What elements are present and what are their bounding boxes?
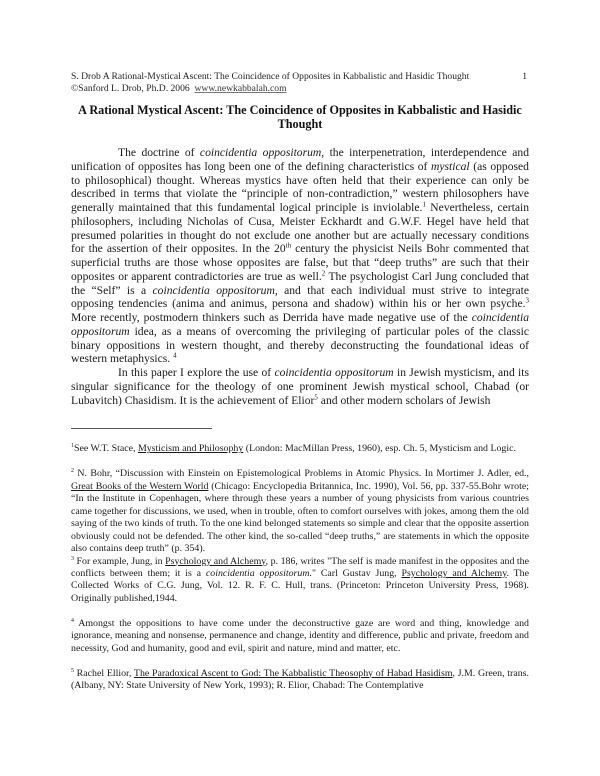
text-run: , and that each individual must strive to integrate opposing tendencies (anima and animus, persona and shadow) within his or her own psyche. <box>71 283 530 311</box>
italic-term: mystical <box>430 159 470 173</box>
page-header <box>71 71 529 94</box>
text-run: Amongst the oppositions to have come under the deconstructive gaze are word and thing, knowledge and ignorance, meaning and nonsense, permanence and change, identity and difference, public and private, freedom and necessity, God and humanity, good and evil, spirit and nature, mind and matter, etc. <box>71 617 529 654</box>
footnote-separator <box>71 428 212 429</box>
italic-term: coincidentia oppositorum <box>274 366 394 379</box>
footnote-number: 1 <box>71 443 74 450</box>
text-run: In this paper I explore the use of <box>118 366 275 379</box>
footnote-ref-1[interactable]: 1 <box>422 200 426 209</box>
footnote-number: 5 <box>71 667 74 674</box>
text-run: The doctrine of <box>118 146 200 159</box>
text-run: . The Collected Works of C.G. Jung, Vol. 12. R. F. C. Hull, trans. (Princeton: Princeton University Press, 1968). Originally published,1944. <box>71 567 529 604</box>
footnotes <box>71 431 529 692</box>
italic-term: coincidentia oppositorum <box>199 146 322 159</box>
footnote-4 <box>71 618 529 655</box>
text-run: Rachel Ellior, <box>73 667 134 679</box>
website-link[interactable]: www.newkabbalah.com <box>194 82 287 94</box>
footnote-number: 3 <box>71 555 74 562</box>
header-row-1 <box>71 71 529 83</box>
footnote-1 <box>71 443 529 455</box>
header-row-2 <box>71 83 529 95</box>
footnote-number: 4 <box>71 617 74 624</box>
text-run: century the physicist Neils Bohr commented that superficial truths are those whose opposites are false, but that “deep truths” are such that their opposites or apparent contradictories are true as well. <box>71 242 529 283</box>
book-title: Great Books of the Western World <box>71 480 209 492</box>
text-run: and other modern scholars of Jewish <box>317 393 491 407</box>
text-run: For example, Jung, in <box>73 555 166 567</box>
footnote-ref-5[interactable]: 5 <box>314 392 318 401</box>
text-run: Nevertheless, certain philosophers, including Nicholas of Cusa, Meister Eckhardt and G.W.F. Hegel have held that presumed polarities in thought do not exclude one another but are actually necessary conditions for the assertion of their opposites. In the 20 <box>71 201 529 256</box>
text-run: , p. 186, writes "The self is made manifest in the opposites and the conflicts between them; it is a <box>71 555 529 579</box>
text-run: " Carl Gustav Jung, <box>311 567 402 579</box>
book-title: Mysticism and Philosophy <box>137 443 244 455</box>
text-run: in Jewish mysticism, and its singular significance for the theology of one prominent Jewish mystical school, Chabad (or Lubavitch) Chasidism. It is the achievement of Elior <box>71 366 530 407</box>
text-run: idea, as a means of overcoming the privileging of particular poles of the classic binary oppositions in western thought, and thereby deconstructing the foundational ideas of western metaphysics. <box>71 324 529 366</box>
footnote-ref-3[interactable]: 3 <box>525 296 529 305</box>
text-run: (Chicago: Encyclopedia Britannica, Inc. 1990), Vol. 56, pp. 337-55.Bohr wrote; “In the Institute in Copenhagen, where through these years a number of young physicists from various countries came together for discussions, we used, when in trouble, often to comfort ourselves with jokes, among them the old saying of the two kinds of truth. To the one kind belonged statements so simple and clear that the opposite assertion obviously could not be defended. The other kind, the so-called “deep truths,” are statements in which the opposite also contains deep truth” (p. 354). <box>71 480 529 555</box>
book-title: Psychology and Alchemy <box>401 567 507 579</box>
text-run: More recently, postmodern thinkers such as Derrida have made negative use of the <box>71 311 472 324</box>
footnote-3 <box>71 556 529 606</box>
text-run: (London: MacMillan Press, 1960), esp. Ch. 5, Mysticism and Logic. <box>243 443 516 455</box>
body-text <box>71 146 529 407</box>
footnote-number: 2 <box>71 468 74 475</box>
italic-term: coincidentia oppositorum <box>152 283 275 297</box>
footnote-ref-4[interactable]: 4 <box>173 351 177 360</box>
text-run: (as opposed to philosophical) thought. Whereas mystics have often held that their experience can only be described in terms that violate the “principle of non-contradiction,” western philosophers have generally maintained that this fundamental logical principle is inviolable. <box>71 159 529 214</box>
running-title: S. Drob A Rational-Mystical Ascent: The Coincidence of Opposites in Kabbalistic and Hasidic Thought <box>71 71 470 82</box>
page-number: 1 <box>522 71 527 82</box>
italic-term: coincidentia oppositorum. <box>205 567 312 579</box>
text-run: N. Bohr, “Discussion with Einstein on Epistemological Problems in Atomic Physics. In Mortimer J. Adler, ed., <box>73 468 529 480</box>
footnote-2 <box>71 468 529 555</box>
paragraph-1 <box>71 146 529 366</box>
footnote-5 <box>71 668 529 693</box>
book-title: The Paradoxical Ascent to God: The Kabbalistic Theosophy of Habad Hasidism <box>133 667 453 679</box>
italic-term: coincidentia oppositorum <box>71 311 529 338</box>
text-run: See W.T. Stace, <box>73 443 138 455</box>
text-run: , the interpenetration, interdependence and unification of opposites has long been one of the defining characteristics of <box>71 146 529 173</box>
book-title: Psychology and Alchemy <box>165 555 266 567</box>
text-run: The psychologist Carl Jung concluded that the “Self” is a <box>71 269 529 297</box>
ordinal-suffix: th <box>285 241 292 250</box>
document-title: A Rational Mystical Ascent: The Coincidence of Opposites in Kabbalistic and Hasidic Thought <box>78 103 522 131</box>
paragraph-2 <box>71 366 529 407</box>
footnote-ref-2[interactable]: 2 <box>321 269 326 278</box>
text-run: , J.M. Green, trans. (Albany, NY: State University of New York, 1993); R. Elior, Chabad: The Contemplative <box>71 667 529 691</box>
copyright-notice: ©Sanford L. Drob, Ph.D. 2006 <box>71 82 190 94</box>
